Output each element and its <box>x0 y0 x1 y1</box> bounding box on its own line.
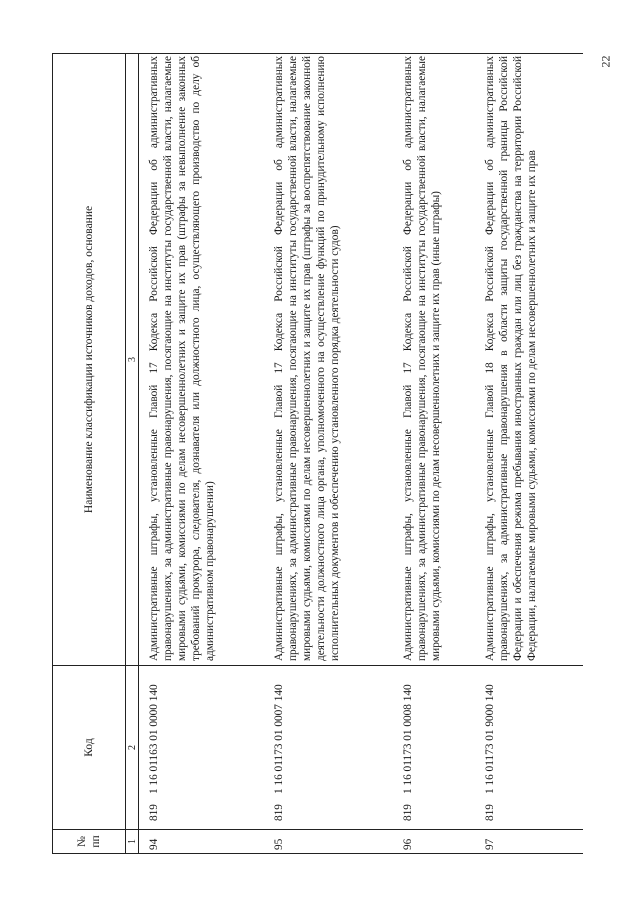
table-row <box>264 54 393 854</box>
row-number: 95 <box>264 830 393 854</box>
income-code: 1 16 01173 01 0007 140 <box>273 684 285 795</box>
row-code <box>393 666 475 830</box>
column-number: 1 <box>126 830 139 854</box>
admin-code: 819 <box>402 804 414 821</box>
income-code: 1 16 01163 01 0000 140 <box>148 684 160 795</box>
column-number: 2 <box>126 666 139 830</box>
admin-code: 819 <box>273 804 285 821</box>
revenue-classification-table <box>52 53 583 854</box>
row-name: Административные штрафы, установленные Главой 18 Кодекса Российской Федерации об административных правонарушениях, за административные правонарушения в области защиты государственной границы Российской Федерации и обеспечения режима пребывания иностранных граждан или лиц без гражданства на территории Российской Федерации, налагаемые мировыми судьями, комиссиями по делам несовершеннолетних и защите их прав <box>475 54 583 666</box>
row-code <box>475 666 583 830</box>
header-code: Код <box>53 666 126 830</box>
row-code <box>264 666 393 830</box>
row-name: Административные штрафы, установленные Главой 17 Кодекса Российской Федерации об административных правонарушениях, за административные правонарушения, посягающие на институты государственной власти, налагаемые мировыми судьями, комиссиями по делам несовершеннолетних и защите их прав (штрафы за невыполнение законных требований прокурора, следователя, дознавателя или должностного лица, осуществляющего производство по делу об административном правонарушении) <box>139 54 265 666</box>
row-number: 97 <box>475 830 583 854</box>
table-row <box>475 54 583 854</box>
column-number: 3 <box>126 54 139 666</box>
row-name: Административные штрафы, установленные Главой 17 Кодекса Российской Федерации об административных правонарушениях, за административные правонарушения, посягающие на институты государственной власти, налагаемые мировыми судьями, комиссиями по делам несовершеннолетних и защите их прав (штрафы за воспрепятствование законной деятельности должностного лица органа, уполномоченного на осуществление функций по принудительному исполнению исполнительных документов и обеспечению установленного порядка деятельности судов) <box>264 54 393 666</box>
income-code: 1 16 01173 01 0008 140 <box>402 684 414 795</box>
table-row <box>139 54 265 854</box>
column-number-row <box>126 54 139 854</box>
rotated-table-container <box>52 54 538 854</box>
admin-code: 819 <box>148 804 160 821</box>
row-number: 96 <box>393 830 475 854</box>
table-row <box>393 54 475 854</box>
header-num: № пп <box>53 830 126 854</box>
row-number: 94 <box>139 830 265 854</box>
income-code: 1 16 01173 01 9000 140 <box>484 684 496 795</box>
header-name: Наименование классификации источников доходов, основание <box>53 54 126 666</box>
table-header-row <box>53 54 126 854</box>
admin-code: 819 <box>484 804 496 821</box>
row-name: Административные штрафы, установленные Главой 17 Кодекса Российской Федерации об административных правонарушениях, за административные правонарушения, посягающие на институты государственной власти, налагаемые мировыми судьями, комиссиями по делам несовершеннолетних и защите их прав (иные штрафы) <box>393 54 475 666</box>
row-code <box>139 666 265 830</box>
